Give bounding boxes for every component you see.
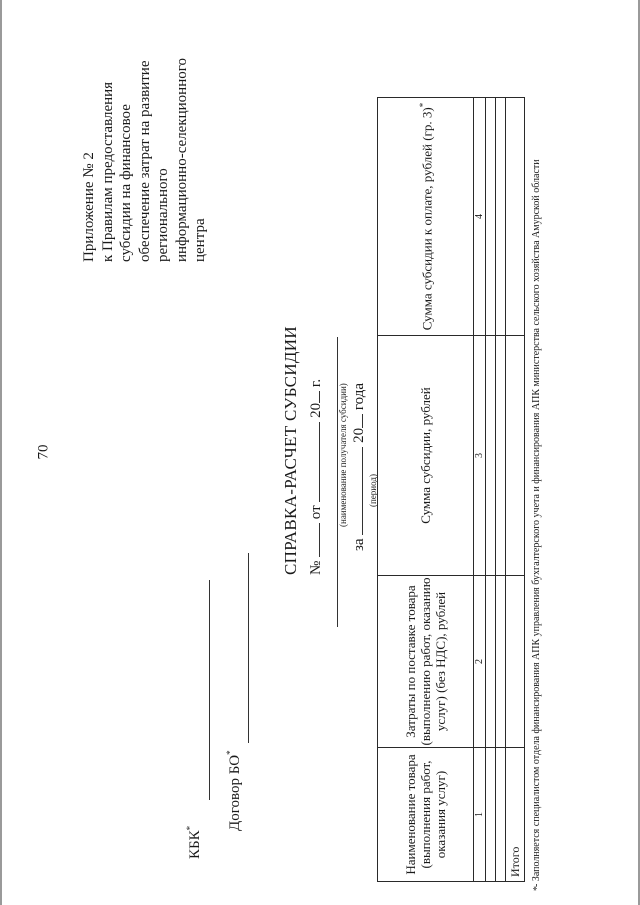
column-number: 4 (474, 98, 486, 336)
number-prefix: № (308, 560, 324, 575)
date-blank (306, 422, 320, 502)
appendix-line: к Правилам предоставления (99, 81, 116, 262)
number-blank (306, 523, 320, 557)
appendix-line: субсидии на финансовое (118, 104, 134, 262)
footnote-text: - Заполняется специалистом отдела финансирования АПК управления бухгалтерского учета и финансирования АПК министерства сельского хозяйства Амурской области (531, 159, 542, 887)
kbk-blank-line (209, 580, 210, 800)
empty-cell (496, 748, 506, 882)
column-number-row (474, 98, 486, 882)
kbk-field (185, 826, 204, 859)
appendix-line: центра (192, 218, 208, 262)
appendix-line: Приложение № 2 (81, 152, 97, 262)
header-subsidy-to-pay (378, 98, 474, 336)
header-goods-name: Наименование товара (выполнения работ, оказания услуг) (378, 748, 474, 882)
year-prefix: 20 (308, 402, 324, 418)
footnote (530, 27, 543, 891)
footnote-asterisk: * (532, 886, 543, 891)
empty-cell (496, 576, 506, 748)
period-year-blank (349, 414, 363, 428)
contract-field (225, 750, 244, 831)
contract-blank-line (248, 553, 249, 743)
empty-cell (486, 576, 496, 748)
empty-cell (496, 336, 506, 576)
empty-cell (496, 98, 506, 336)
period-row (349, 383, 368, 551)
form-number-row (306, 379, 325, 575)
period-suffix: года (351, 383, 367, 411)
table-header-row (378, 98, 474, 882)
column-number: 2 (474, 576, 486, 748)
column-number: 3 (474, 336, 486, 576)
kbk-asterisk: * (185, 825, 195, 831)
empty-cell (486, 98, 496, 336)
appendix-block (80, 12, 210, 262)
empty-cell (506, 98, 525, 336)
contract-label: Договор БО (227, 754, 243, 831)
total-label: Итого (506, 748, 525, 882)
year-suffix: г. (308, 378, 324, 388)
empty-cell (486, 748, 496, 882)
total-row (506, 98, 525, 882)
header-subsidy-amount: Сумма субсидии, рублей (378, 336, 474, 576)
year-blank (306, 391, 320, 403)
empty-cell (506, 576, 525, 748)
form-title: СПРАВКА-РАСЧЕТ СУБСИДИИ (281, 326, 300, 575)
table-row (496, 98, 506, 882)
period-caption: (период) (368, 474, 378, 507)
from-word: от (308, 505, 324, 520)
table-row (486, 98, 496, 882)
header-costs: Затраты по поставке товара (выполнению работ, оказанию услуг) (без НДС), рублей (378, 576, 474, 748)
period-prefix: за (351, 538, 367, 551)
page-number: 70 (35, 444, 52, 460)
appendix-line: регионального (155, 168, 171, 262)
column-number: 1 (474, 748, 486, 882)
period-year: 20 (351, 427, 367, 443)
header-asterisk: * (418, 102, 429, 108)
appendix-line: информационно-селекционного (173, 57, 190, 262)
kbk-label: КБК (187, 830, 203, 859)
recipient-caption: (наименование получателя субсидии) (338, 383, 348, 527)
header-subsidy-to-pay-text: Сумма субсидии к оплате, рублей (гр. 3) (419, 107, 435, 331)
empty-cell (506, 336, 525, 576)
appendix-line: обеспечение затрат на развитие (136, 60, 153, 262)
contract-asterisk: * (225, 750, 235, 755)
subsidy-table (377, 97, 525, 882)
empty-cell (486, 336, 496, 576)
period-blank (349, 447, 363, 535)
